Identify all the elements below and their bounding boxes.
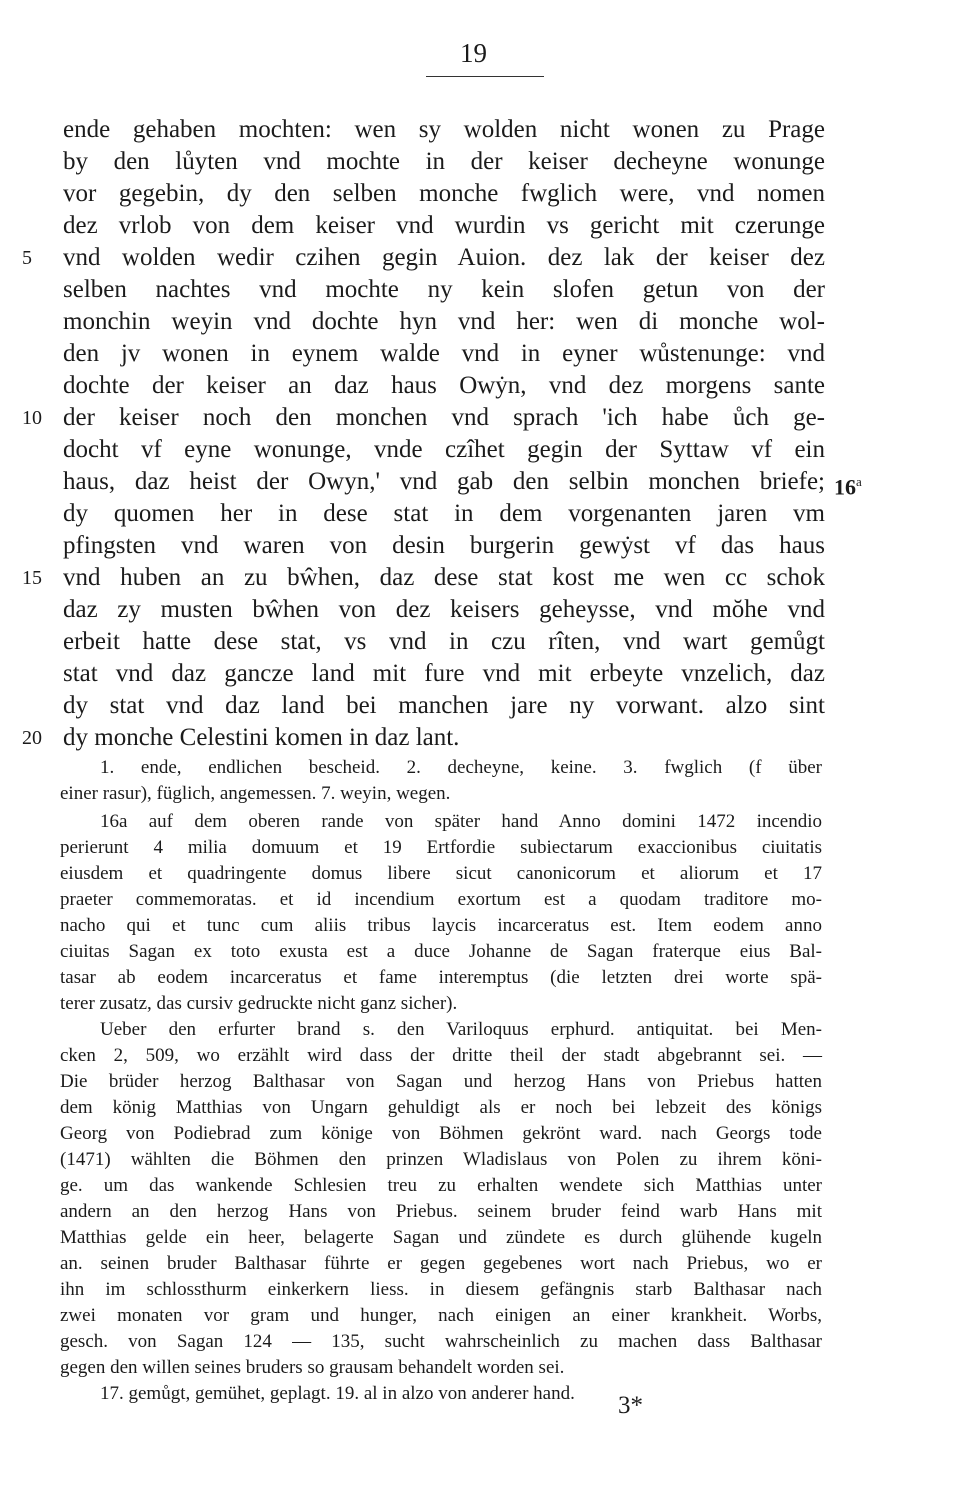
- footnote-line: 17. gemůgt, gemühet, geplagt. 19. al in alzo von anderer hand.: [100, 1383, 575, 1404]
- footnote-line: eiusdem et quadringente domus libere sicut canonicorum et aliorum et 17: [60, 863, 822, 884]
- line-number: 5: [22, 247, 32, 269]
- footnote-line: an. seinen bruder Balthasar führte er gegen gegebenes wort nach Priebus, wo er: [60, 1253, 822, 1274]
- text-line: ende gehaben mochten: wen sy wolden nicht wonen zu Prage: [63, 116, 825, 143]
- footnote-line: Die brüder herzog Balthasar von Sagan und herzog Hans von Priebus hatten: [60, 1071, 822, 1092]
- margin-note-letter: a: [856, 474, 862, 489]
- text-line: dy quomen her in dese stat in dem vorgenanten jaren vm: [63, 500, 825, 527]
- text-line: vor gegebin, dy den selben monche fwglich were, vnd nomen: [63, 180, 825, 207]
- footnote-line: dem könig Matthias von Ungarn gehuldigt als er noch bei lebzeit des königs: [60, 1097, 822, 1118]
- footnote-line: Ueber den erfurter brand s. den Variloquus erphurd. antiquitat. bei Men-: [100, 1019, 822, 1040]
- margin-note-number: 16: [834, 474, 856, 500]
- page-number-rule: [426, 76, 544, 77]
- text-line: dochte der keiser an daz haus Owẏn, vnd dez morgens sante: [63, 372, 825, 399]
- text-line: haus, daz heist der Owyn,' vnd gab den selbin monchen briefe;: [63, 468, 825, 495]
- page-number: 19: [460, 38, 487, 68]
- text-line: erbeit hatte dese stat, vs vnd in czu rîten, vnd wart gemůgt: [63, 628, 825, 655]
- footnote-line: ciuitas Sagan ex toto exusta est a duce Johanne de Sagan fraterque eius Bal-: [60, 941, 822, 962]
- text-line: pfingsten vnd waren von desin burgerin gewẏst vf das haus: [63, 532, 825, 559]
- footnote-line: terer zusatz, das cursiv gedruckte nicht ganz sicher).: [60, 993, 458, 1014]
- footnote-line: 16a auf dem oberen rande von später hand Anno domini 1472 incendio: [100, 811, 822, 832]
- footnote-line: perierunt 4 milia domuum et 19 Ertfordie subiectarum exaccionibus ciuitatis: [60, 837, 822, 858]
- footnote-line: gesch. von Sagan 124 — 135, sucht wahrscheinlich zu machen dass Balthasar: [60, 1331, 822, 1352]
- text-line: dy stat vnd daz land bei manchen jare ny vorwant. alzo sint: [63, 692, 825, 719]
- footnote-line: einer rasur), füglich, angemessen. 7. weyin, wegen.: [60, 783, 451, 804]
- footnote-line: (1471) wählten die Böhmen den prinzen Wladislaus von Polen zu ihrem köni-: [60, 1149, 822, 1170]
- text-line: dy monche Celestini komen in daz lant.: [63, 724, 460, 751]
- footnote-line: Matthias gelde ein heer, belagerte Sagan und zündete es durch glühende kugeln: [60, 1227, 822, 1248]
- text-line: dez vrlob von dem keiser vnd wurdin vs gericht mit czerunge: [63, 212, 825, 239]
- footnote-line: ihn im schlossthurm einkerkern liess. in diesem gefängnis starb Balthasar nach: [60, 1279, 822, 1300]
- text-line: docht vf eyne wonunge, vnde czîhet gegin der Syttaw vf ein: [63, 436, 825, 463]
- footnote-line: gegen den willen seines bruders so grausam behandelt worden sei.: [60, 1357, 565, 1378]
- line-number: 10: [22, 407, 42, 429]
- text-line: selben nachtes vnd mochte ny kein slofen getun von der: [63, 276, 825, 303]
- footnote-line: 1. ende, endlichen bescheid. 2. decheyne, keine. 3. fwglich (f über: [100, 757, 822, 778]
- text-line: daz zy musten bŵhen von dez keisers geheysse, vnd mŏhe vnd: [63, 596, 825, 623]
- footnote-line: zwei monaten vor gram und hunger, nach einigen an einer krankheit. Worbs,: [60, 1305, 822, 1326]
- text-line: monchin weyin vnd dochte hyn vnd her: wen di monche wol-: [63, 308, 825, 335]
- footnote-line: nacho qui et tunc cum aliis tribus laycis incarceratus est. Item eodem anno: [60, 915, 822, 936]
- footnote-line: andern an den herzog Hans von Priebus. seinem bruder feind warb Hans mit: [60, 1201, 822, 1222]
- footnote-line: Georg von Podiebrad zum könige von Böhmen gekrönt ward. nach Georgs tode: [60, 1123, 822, 1144]
- line-number: 15: [22, 567, 42, 589]
- text-line: by den lůyten vnd mochte in der keiser decheyne wonunge: [63, 148, 825, 175]
- text-line: den jv wonen in eynem walde vnd in eyner wůstenunge: vnd: [63, 340, 825, 367]
- margin-note: [834, 466, 862, 503]
- footnote-line: ge. um das wankende Schlesien treu zu erhalten wendete sich Matthias unter: [60, 1175, 822, 1196]
- text-line: stat vnd daz gancze land mit fure vnd mit erbeyte vnzelich, daz: [63, 660, 825, 687]
- footnote-line: praeter commemoratas. et id incendium exortum est a quodam traditore mo-: [60, 889, 822, 910]
- printer-signature: 3*: [618, 1392, 643, 1419]
- footnote-line: cken 2, 509, wo erzählt wird dass der dritte theil der stadt abgebrannt sei. —: [60, 1045, 822, 1066]
- text-line: vnd huben an zu bŵhen, daz dese stat kost me wen cc schok: [63, 564, 825, 591]
- line-number: 20: [22, 727, 42, 749]
- text-line: der keiser noch den monchen vnd sprach 'ich habe ůch ge-: [63, 404, 825, 431]
- footnote-line: tasar ab eodem incarceratus et fame interemptus (die letzten drei worte spä-: [60, 967, 822, 988]
- text-line: vnd wolden wedir czihen gegin Auion. dez lak der keiser dez: [63, 244, 825, 271]
